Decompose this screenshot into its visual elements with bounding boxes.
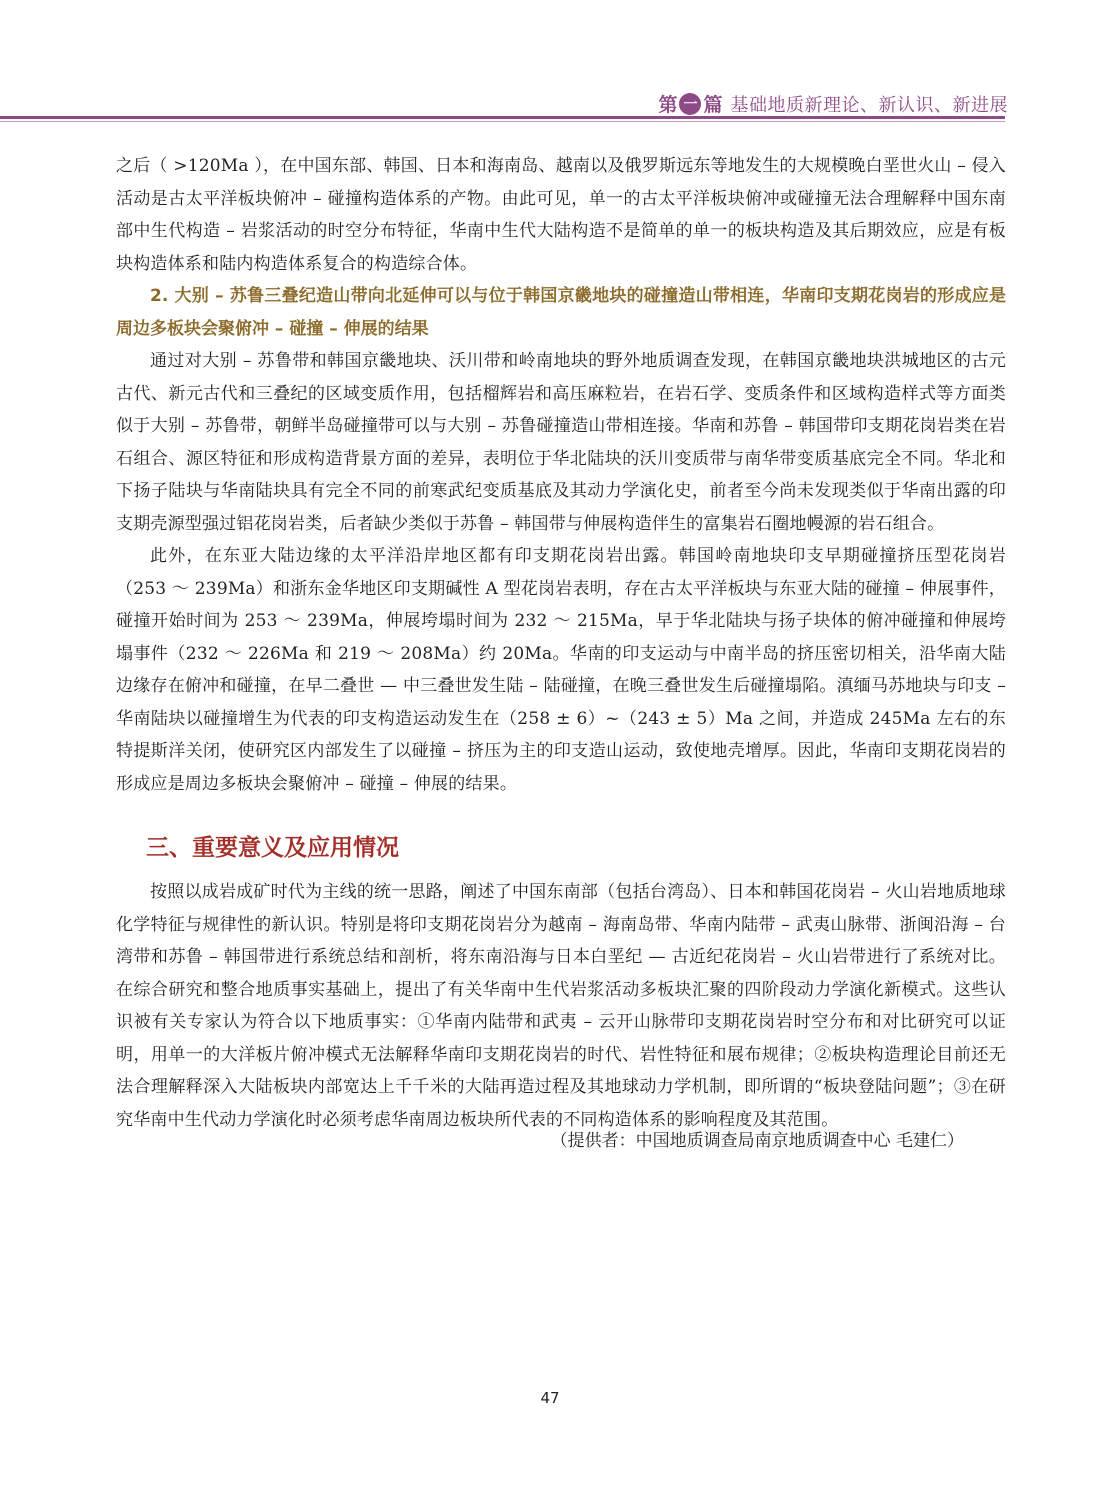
part-subtitle: 基础地质新理论、新认识、新进展 xyxy=(730,94,1008,116)
body-paragraph-1: 之后（ >120Ma ），在中国东部、韩国、日本和海南岛、越南以及俄罗斯远东等地发生的大规模晚白垩世火山 – 侵入活动是古太平洋板块俯冲 – 碰撞构造体系的产物。由此可见，单一的古太平洋板块俯冲或碰撞无法合理解释中国东南部中生代构造 – 岩浆活动的时空分布特征，华南中生代大陆构造不是简单的单一的板块构造及其后期效应，应是有板块构造体系和陆内构造体系复合的构造综合体。 xyxy=(116,156,1006,274)
main-content xyxy=(116,150,1006,1136)
section-title: 三、重要意义及应用情况 xyxy=(146,835,399,861)
body-paragraph-3: 此外，在东亚大陆边缘的太平洋沿岸地区都有印支期花岗岩出露。韩国岭南地块印支早期碰撞挤压型花岗岩（253 ～ 239Ma）和浙东金华地区印支期碱性 A 型花岗岩表明，存在古太平洋板块与东亚大陆的碰撞 – 伸展事件，碰撞开始时间为 253 ～ 239Ma，伸展垮塌时间为 232 ～ 215Ma，早于华北陆块与扬子块体的俯冲碰撞和伸展垮塌事件（232 ～ 226Ma 和 219 ～ 208Ma）约 20Ma。华南的印支运动与中南半岛的挤压密切相关，沿华南大陆边缘存在俯冲和碰撞，在早二叠世 — 中三叠世发生陆 – 陆碰撞，在晚三叠世发生后碰撞塌陷。滇缅马苏地块与印支 – 华南陆块以碰撞增生为代表的印支构造运动发生在（258 ± 6）~（243 ± 5）Ma 之间，并造成 245Ma 左右的东特提斯洋关闭，使研究区内部发生了以碰撞 – 挤压为主的印支造山运动，致使地壳增厚。因此，华南印支期花岗岩的形成应是周边多板块会聚俯冲 – 碰撞 – 伸展的结果。 xyxy=(116,546,1006,794)
header-rule-thin xyxy=(0,121,1005,122)
part-number-badge: 一 xyxy=(679,93,701,115)
page-number: 47 xyxy=(540,1389,560,1407)
header-rule xyxy=(0,116,1005,119)
provider-credit: （提供者：中国地质调查局南京地质调查中心 毛建仁） xyxy=(550,1131,964,1151)
part-suffix: 篇 xyxy=(703,94,723,116)
section-paragraph: 按照以成岩成矿时代为主线的统一思路，阐述了中国东南部（包括台湾岛）、日本和韩国花岗岩 – 火山岩地质地球化学特征与规律性的新认识。特别是将印支期花岗岩分为越南 – 海南岛带、华南内陆带 – 武夷山脉带、浙闽沿海 – 台湾带和苏鲁 – 韩国带进行系统总结和剖析，将东南沿海与日本白垩纪 — 古近纪花岗岩 – 火山岩带进行了系统对比。在综合研究和整合地质事实基础上，提出了有关华南中生代岩浆活动多板块汇聚的四阶段动力学演化新模式。这些认识被有关专家认为符合以下地质事实：①华南内陆带和武夷 – 云开山脉带印支期花岗岩时空分布和对比研究可以证明，用单一的大洋板片俯冲模式无法解释华南印支期花岗岩的时代、岩性特征和展布规律；②板块构造理论目前还无法合理解释深入大陆板块内部宽达上千千米的大陆再造过程及其地球动力学机制，即所谓的“板块登陆问题”；③在研究华南中生代动力学演化时必须考虑华南周边板块所代表的不同构造体系的影响程度及其范围。 xyxy=(116,882,1006,1130)
part-prefix: 第 xyxy=(658,94,678,116)
running-header xyxy=(658,90,1008,117)
subheading-2: 2. 大别 – 苏鲁三叠纪造山带向北延伸可以与位于韩国京畿地块的碰撞造山带相连，华南印支期花岗岩的形成应是周边多板块会聚俯冲 – 碰撞 – 伸展的结果 xyxy=(116,286,1006,339)
body-paragraph-2: 通过对大别 – 苏鲁带和韩国京畿地块、沃川带和岭南地块的野外地质调查发现，在韩国京畿地块洪城地区的古元古代、新元古代和三叠纪的区域变质作用，包括榴辉岩和高压麻粒岩，在岩石学、变质条件和区域构造样式等方面类似于大别 – 苏鲁带，朝鲜半岛碰撞带可以与大别 – 苏鲁碰撞造山带相连接。华南和苏鲁 – 韩国带印支期花岗岩类在岩石组合、源区特征和形成构造背景方面的差异，表明位于华北陆块的沃川变质带与南华带变质基底完全不同。华北和下扬子陆块与华南陆块具有完全不同的前寒武纪变质基底及其动力学演化史，前者至今尚未发现类似于华南出露的印支期壳源型强过铝花岗岩类，后者缺少类似于苏鲁 – 韩国带与伸展构造伴生的富集岩石圈地幔源的岩石组合。 xyxy=(116,351,1006,534)
page-header xyxy=(0,0,1100,120)
